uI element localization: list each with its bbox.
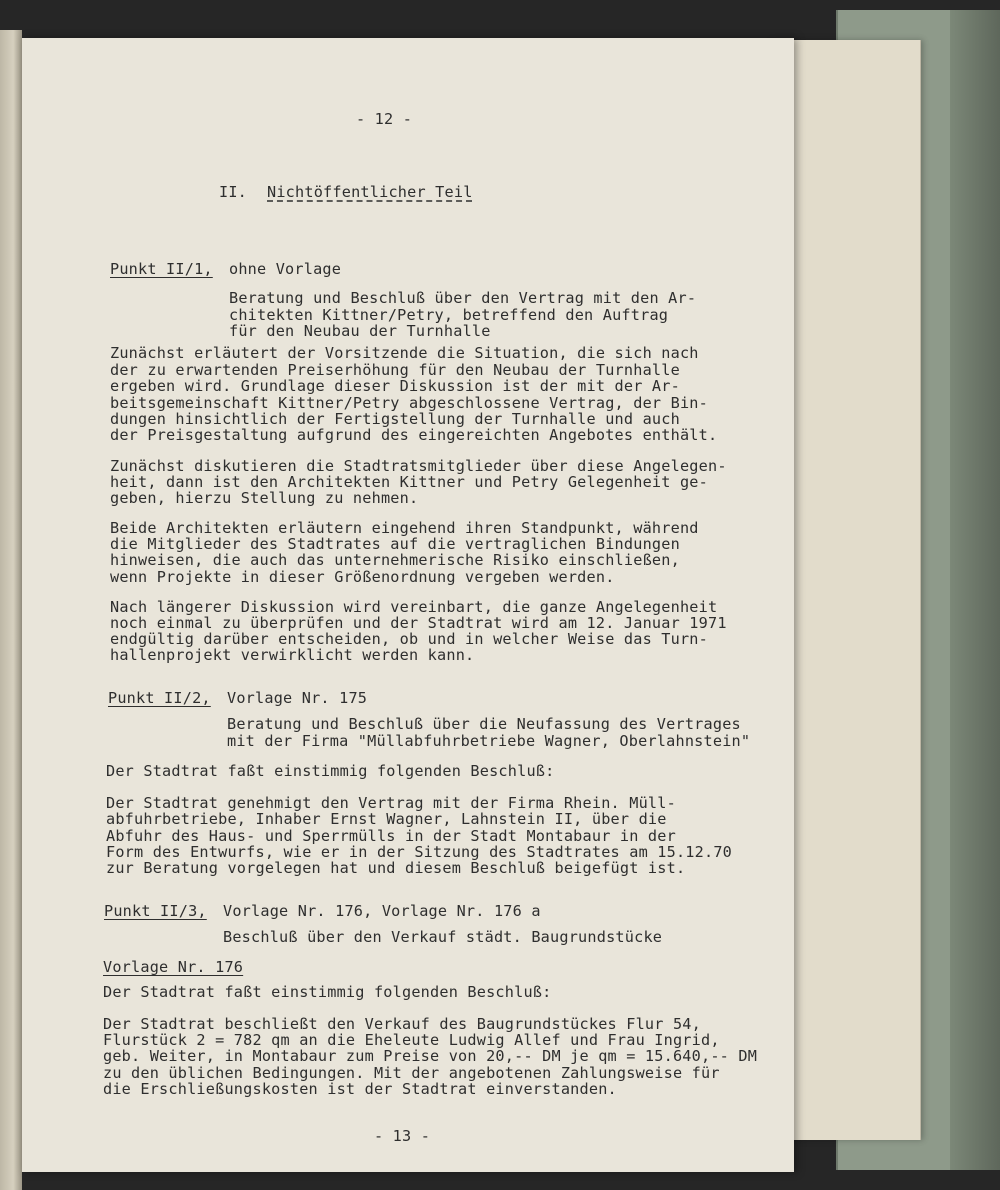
punkt-2-label: Punkt II/2, bbox=[108, 689, 211, 707]
punkt-2-subject-line: Beratung und Beschluß über die Neufassung des Vertrages bbox=[227, 715, 741, 733]
body-line: abfuhrbetriebe, Inhaber Ernst Wagner, Lahnstein II, über die bbox=[106, 810, 667, 828]
punkt-1-subject-line: chitekten Kittner/Petry, betreffend den Auftrag bbox=[229, 306, 669, 324]
punkt-3-intro: Der Stadtrat faßt einstimmig folgenden Beschluß: bbox=[103, 983, 552, 1001]
body-line: Form des Entwurfs, wie er in der Sitzung des Stadtrates am 15.12.70 bbox=[106, 843, 733, 861]
body-line: endgültig darüber entscheiden, ob und in welcher Weise das Turn- bbox=[110, 630, 708, 648]
punkt-3-label: Punkt II/3, bbox=[104, 902, 207, 920]
body-line: Abfuhr des Haus- und Sperrmülls in der Stadt Montabaur in der bbox=[106, 827, 676, 845]
vorlage-176-heading: Vorlage Nr. 176 bbox=[103, 958, 244, 976]
body-line: der zu erwartenden Preiserhöhung für den Neubau der Turnhalle bbox=[110, 361, 680, 379]
body-line: dungen hinsichtlich der Fertigstellung der Turnhalle und auch bbox=[110, 410, 680, 428]
body-line: Der Stadtrat genehmigt den Vertrag mit der Firma Rhein. Müll- bbox=[106, 794, 676, 812]
binder-spine bbox=[950, 10, 1000, 1170]
body-line: geb. Weiter, in Montabaur zum Preise von 20,-- DM je qm = 15.640,-- DM bbox=[103, 1047, 758, 1065]
punkt-1-vorlage: ohne Vorlage bbox=[229, 260, 342, 278]
body-line: der Preisgestaltung aufgrund des eingereichten Angebotes enthält. bbox=[110, 426, 718, 444]
punkt-3-subject: Beschluß über den Verkauf städt. Baugrundstücke bbox=[223, 928, 663, 946]
body-line: hinweisen, die auch das unternehmerische Risiko einschließen, bbox=[110, 551, 680, 569]
body-line: wenn Projekte in dieser Größenordnung vergeben werden. bbox=[110, 568, 615, 586]
body-line: heit, dann ist den Architekten Kittner und Petry Gelegenheit ge- bbox=[110, 473, 708, 491]
previous-page-edge bbox=[0, 30, 22, 1190]
body-line: zur Beratung vorgelegen hat und diesem Beschluß beigefügt ist. bbox=[106, 859, 686, 877]
section-heading-title: Nichtöffentlicher Teil bbox=[267, 183, 473, 201]
body-line: die Mitglieder des Stadtrates auf die vertraglichen Bindungen bbox=[110, 535, 680, 553]
body-line: hallenprojekt verwirklicht werden kann. bbox=[110, 646, 475, 664]
body-line: geben, hierzu Stellung zu nehmen. bbox=[110, 489, 419, 507]
punkt-1-label: Punkt II/1, bbox=[110, 260, 213, 278]
body-line: Zunächst diskutieren die Stadtratsmitglieder über diese Angelegen- bbox=[110, 457, 727, 475]
body-line: Zunächst erläutert der Vorsitzende die Situation, die sich nach bbox=[110, 344, 699, 362]
section-heading-prefix: II. bbox=[219, 183, 248, 201]
document-page bbox=[22, 38, 794, 1172]
body-line: beitsgemeinschaft Kittner/Petry abgeschlossene Vertrag, der Bin- bbox=[110, 394, 708, 412]
body-line: die Erschließungskosten ist der Stadtrat einverstanden. bbox=[103, 1080, 617, 1098]
body-line: Beide Architekten erläutern eingehend ihren Standpunkt, während bbox=[110, 519, 699, 537]
body-line: zu den üblichen Bedingungen. Mit der angebotenen Zahlungsweise für bbox=[103, 1064, 720, 1082]
page-number-top: - 12 - bbox=[356, 110, 413, 128]
body-line: Der Stadtrat beschließt den Verkauf des Baugrundstückes Flur 54, bbox=[103, 1015, 701, 1033]
page-number-bottom: - 13 - bbox=[374, 1127, 431, 1145]
punkt-2-intro: Der Stadtrat faßt einstimmig folgenden Beschluß: bbox=[106, 762, 555, 780]
body-line: noch einmal zu überprüfen und der Stadtrat wird am 12. Januar 1971 bbox=[110, 614, 727, 632]
punkt-2-vorlage: Vorlage Nr. 175 bbox=[227, 689, 368, 707]
body-line: Flurstück 2 = 782 qm an die Eheleute Ludwig Allef und Frau Ingrid, bbox=[103, 1031, 720, 1049]
punkt-2-subject-line: mit der Firma "Müllabfuhrbetriebe Wagner, Oberlahnstein" bbox=[227, 732, 751, 750]
punkt-1-subject-line: für den Neubau der Turnhalle bbox=[229, 322, 491, 340]
punkt-1-subject-line: Beratung und Beschluß über den Vertrag mit den Ar- bbox=[229, 289, 697, 307]
body-line: Nach längerer Diskussion wird vereinbart, die ganze Angelegenheit bbox=[110, 598, 718, 616]
body-line: ergeben wird. Grundlage dieser Diskussion ist der mit der Ar- bbox=[110, 377, 680, 395]
punkt-3-vorlage: Vorlage Nr. 176, Vorlage Nr. 176 a bbox=[223, 902, 541, 920]
